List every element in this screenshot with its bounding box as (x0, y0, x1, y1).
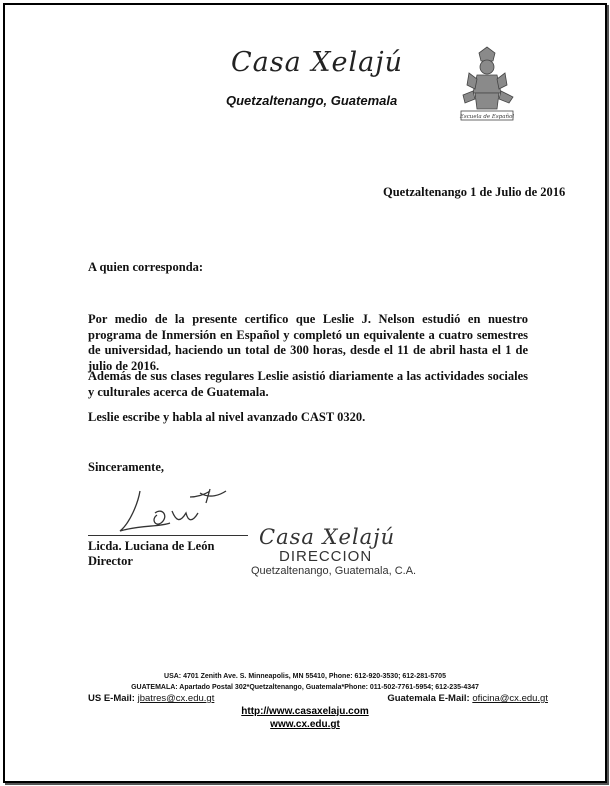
direction-stamp (251, 525, 441, 578)
footer-usa-address: USA: 4701 Zenith Ave. S. Minneapolis, MN 55410, Phone: 612-920-3530; 612-281-5705 (164, 673, 446, 680)
signer-title: Director (88, 554, 133, 568)
signer-name: Licda. Luciana de León (88, 539, 215, 553)
mayan-figure-logo (457, 45, 517, 125)
signer-block (88, 539, 214, 569)
body-paragraph-2: Además de sus clases regulares Leslie asistió diariamente a las actividades sociales y culturales acerca de Guatemala. (88, 369, 528, 399)
letter-greeting: A quien corresponda: (88, 260, 204, 274)
signature-line (88, 535, 248, 536)
logo-caption: Escuela de Español (459, 114, 515, 120)
us-email-link[interactable]: jbatres@cx.edu.gt (137, 693, 215, 704)
letter-page (3, 3, 607, 783)
brand-title: Casa Xelajú (231, 47, 403, 78)
body-paragraph-3: Leslie escribe y habla al nivel avanzado CAST 0320. (88, 410, 366, 424)
website-link-cx[interactable]: www.cx.edu.gt (270, 719, 340, 730)
letter-closing: Sinceramente, (88, 460, 165, 474)
stamp-brand: Casa Xelajú (259, 525, 396, 549)
handwritten-signature (110, 483, 240, 538)
body-paragraph-1: Por medio de la presente certifico que Leslie J. Nelson estudió en nuestro programa de Inmersión en Español y completó un equivalente a cuatro semestres de universidad, haciendo un total de 300 horas, desde el 11 de abril hasta el 1 de julio de 2016. (88, 312, 528, 373)
guatemala-email-label: Guatemala E-Mail: (387, 693, 473, 704)
website-link-casaxelaju[interactable]: http://www.casaxelaju.com (241, 706, 369, 717)
stamp-department: DIRECCION (279, 548, 373, 565)
footer-guatemala-address: GUATEMALA: Apartado Postal 302*Quetzaltenango, Guatemala*Phone: 011-502-7761-5954; 612-235-4347 (131, 684, 479, 691)
us-email-block (88, 693, 214, 704)
guatemala-email-link[interactable]: oficina@cx.edu.gt (472, 693, 548, 704)
letter-date: Quetzaltenango 1 de Julio de 2016 (383, 185, 566, 199)
guatemala-email-block (387, 693, 548, 704)
stamp-location: Quetzaltenango, Guatemala, C.A. (251, 565, 417, 577)
us-email-label: US E-Mail: (88, 693, 138, 704)
brand-subtitle: Quetzaltenango, Guatemala (226, 93, 398, 108)
